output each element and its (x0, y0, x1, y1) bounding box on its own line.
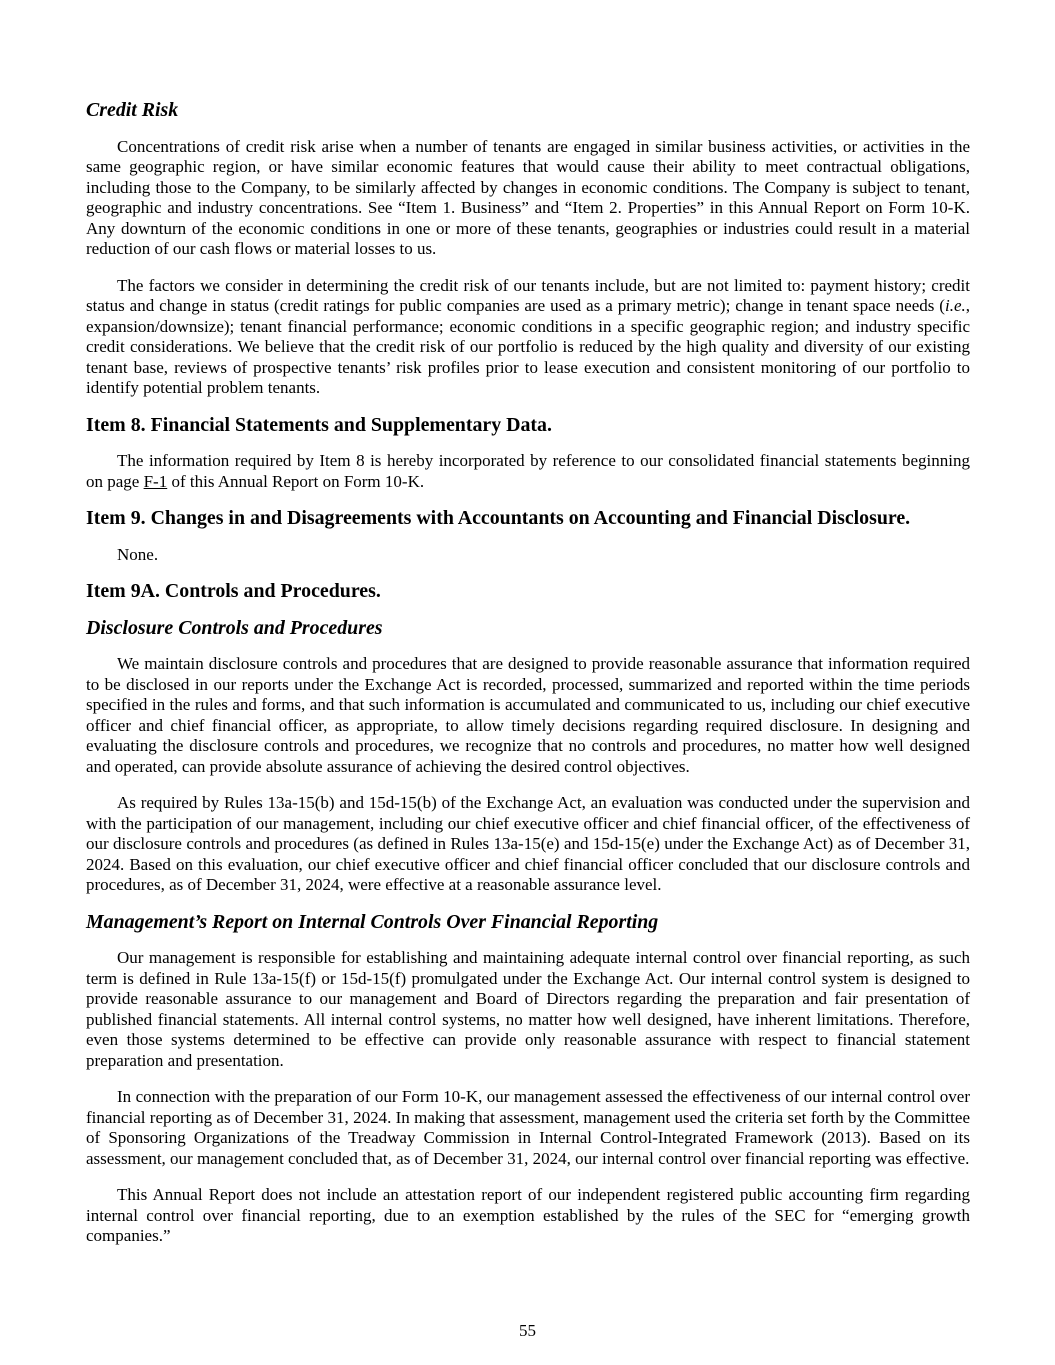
page-number: 55 (519, 1320, 536, 1340)
paragraph-management-1: Our management is responsible for establishing and maintaining adequate internal control over financial reporting, as such term is defined in Rule 13a-15(f) or 15d-15(f) promulgated under the Exchange Act. Our internal control system is designed to provide reasonable assurance to our management and Board of Directors regarding the preparation and fair presentation of published financial statements. All internal control systems, no matter how well designed, have inherent limitations. Therefore, even those systems determined to be effective can provide only reasonable assurance with respect to financial statement preparation and presentation. (86, 948, 970, 1070)
paragraph-item-9-none: None. (117, 544, 159, 564)
paragraph-credit-risk-2-segment-1: The factors we consider in determining the credit risk of our tenants include, but are not limited to: payment history; credit status and change in status (credit ratings for public companies are used as a primary metric); change in tenant space needs ( (86, 275, 970, 315)
heading-item-8: Item 8. Financial Statements and Supplementary Data. (86, 413, 552, 436)
paragraph-credit-risk-1: Concentrations of credit risk arise when a number of tenants are engaged in similar business activities, or activities in the same geographic region, or have similar economic features that would cause their ability to meet contractual obligations, including those to the Company, to be similarly affected by changes in economic conditions. The Company is subject to tenant, geographic and industry concentrations. See “Item 1. Business” and “Item 2. Properties” in this Annual Report on Form 10-K. Any downturn of the economic conditions in one or more of these tenants, geographies or industries could result in a material reduction of our cash flows or material losses to us. (86, 136, 970, 258)
paragraph-disclosure-2: As required by Rules 13a-15(b) and 15d-15(b) of the Exchange Act, an evaluation was conducted under the supervision and with the participation of our management, including our chief executive officer and chief financial officer, of the effectiveness of our disclosure controls and procedures (as defined in Rules 13a-15(e) and 15d-15(e) under the Exchange Act) as of December 31, 2024. Based on this evaluation, our chief executive officer and chief financial officer concluded that our disclosure controls and procedures, as of December 31, 2024, were effective at a reasonable assurance level. (86, 793, 970, 894)
paragraph-management-2: In connection with the preparation of our Form 10-K, our management assessed the effectiveness of our internal control over financial reporting as of December 31, 2024. In making that assessment, management used the criteria set forth by the Committee of Sponsoring Organizations of the Treadway Commission in Internal Control-Integrated Framework (2013). Based on its assessment, our management concluded that, as of December 31, 2024, our internal control over financial reporting was effective. (86, 1087, 970, 1168)
page-f1-link[interactable]: F-1 (143, 471, 168, 491)
paragraph-credit-risk-2-ie-italic: i.e. (944, 296, 966, 315)
paragraph-item-8-segment-2: of this Annual Report on Form 10-K. (167, 471, 425, 491)
paragraph-management-3: This Annual Report does not include an attestation report of our independent registered public accounting firm regarding internal control over financial reporting, due to an exemption established by the rules of the SEC for “emerging growth companies.” (86, 1185, 970, 1245)
heading-credit-risk: Credit Risk (86, 99, 179, 121)
heading-disclosure-controls: Disclosure Controls and Procedures (86, 616, 383, 639)
paragraph-credit-risk-2-segment-2: , expansion/downsize); tenant financial performance; economic conditions in a specific geographic region; and industry specific credit considerations. We believe that the credit risk of our portfolio is reduced by the high quality and diversity of our existing tenant base, reviews of prospective tenants’ risk profiles prior to lease execution and consistent monitoring of our portfolio to identify potential problem tenants. (86, 296, 970, 397)
heading-item-9a: Item 9A. Controls and Procedures. (86, 580, 381, 602)
paragraph-item-8 (86, 451, 970, 492)
paragraph-item-8-segment-1: The information required by Item 8 is hereby incorporated by reference to our consolidated financial statements beginning on page (86, 451, 970, 491)
paragraph-disclosure-1: We maintain disclosure controls and procedures that are designed to provide reasonable assurance that information required to be disclosed in our reports under the Exchange Act is recorded, processed, summarized and reported within the time periods specified in the rules and forms, and that such information is accumulated and communicated to us, including our chief executive officer and chief financial officer, as appropriate, to allow timely decisions regarding required disclosure. In designing and evaluating the disclosure controls and procedures, we recognize that no controls and procedures, no matter how well designed and operated, can provide absolute assurance of achieving the desired control objectives. (86, 654, 970, 776)
heading-item-9: Item 9. Changes in and Disagreements with Accountants on Accounting and Financial Disclosure. (86, 507, 911, 529)
heading-managements-report: Management’s Report on Internal Controls Over Financial Reporting (86, 910, 659, 933)
paragraph-credit-risk-2 (86, 276, 970, 399)
